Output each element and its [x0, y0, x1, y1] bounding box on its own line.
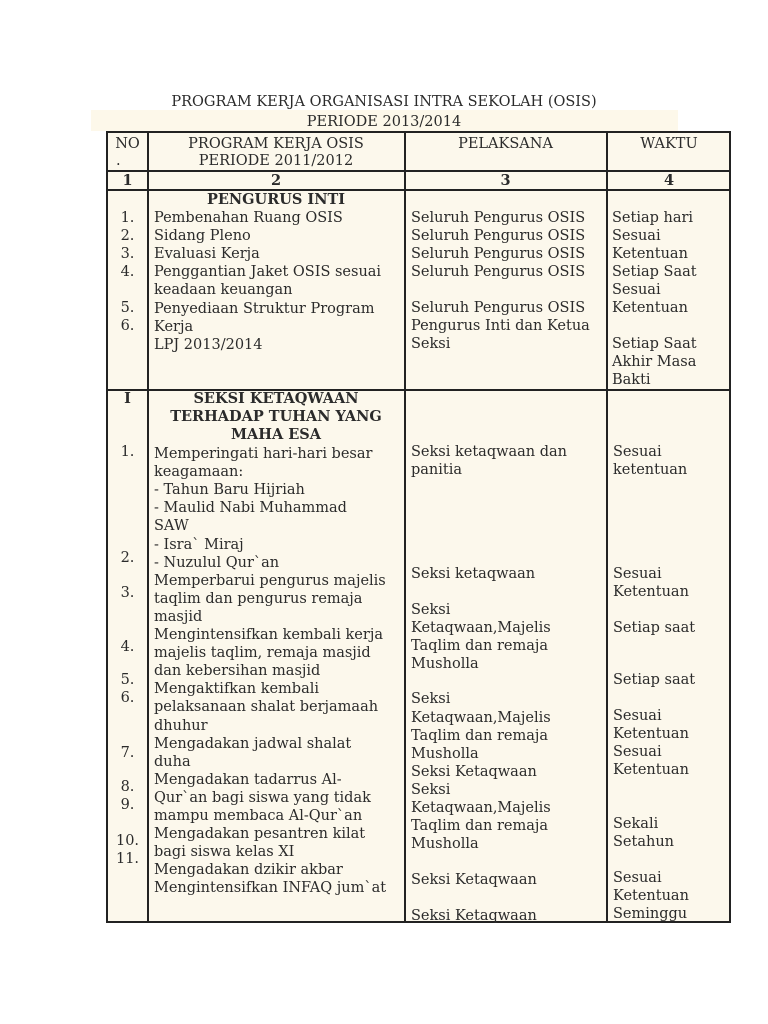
program-line: Sidang Pleno: [154, 228, 251, 245]
program-line: dan kebersihan masjid: [154, 663, 321, 680]
pelaksana-line: Seluruh Pengurus OSIS: [411, 264, 586, 280]
program-line: Penggantian Jaket OSIS sesuai: [154, 264, 382, 281]
row-number: 8.: [120, 779, 135, 795]
waktu-line: Setiap saat: [613, 620, 696, 636]
waktu-line: Sesuai: [613, 444, 662, 460]
row-number: 6.: [120, 318, 135, 334]
waktu-line: Ketentuan: [612, 246, 688, 262]
row-number: 6.: [120, 690, 135, 706]
pelaksana-line: Seksi Ketaqwaan: [411, 764, 537, 780]
pelaksana-line: Seksi: [411, 336, 451, 352]
program-line: duha: [154, 753, 191, 770]
pelaksana-line: Seksi Ketaqwaan: [411, 872, 537, 888]
program-line: Mengadakan tadarrus Al-: [154, 771, 342, 788]
row-number: 11.: [115, 851, 140, 867]
colnum: 4: [663, 172, 675, 189]
pelaksana-line: Taqlim dan remaja: [411, 728, 549, 744]
pelaksana-line: Seksi: [411, 602, 451, 618]
waktu-line: Sekali: [613, 816, 659, 832]
header-no-dot: .: [116, 153, 121, 169]
program-line: Penyediaan Struktur Program: [154, 300, 375, 317]
waktu-line: Seminggu: [613, 906, 688, 922]
row-number: 4.: [120, 264, 135, 280]
pelaksana-line: Musholla: [411, 746, 479, 762]
pelaksana-line: Seluruh Pengurus OSIS: [411, 300, 586, 316]
row-number: 5.: [120, 672, 135, 688]
waktu-line: Setiap saat: [613, 672, 696, 688]
header-program-period: PERIODE 2011/2012: [198, 153, 354, 169]
colnum: 1: [122, 172, 133, 189]
waktu-line: Ketentuan: [612, 300, 688, 316]
row-number: 3.: [120, 585, 135, 601]
waktu-line: Setiap hari: [612, 210, 694, 226]
header-no: NO: [115, 136, 140, 152]
program-line: keadaan keuangan: [154, 282, 293, 299]
col-divider: [606, 133, 608, 921]
program-line: Memperbarui pengurus majelis: [154, 572, 386, 589]
pelaksana-line: Seksi: [411, 691, 451, 707]
pelaksana-line: Musholla: [411, 656, 479, 672]
waktu-line: Sesuai: [613, 744, 662, 760]
program-line: keagamaan:: [154, 464, 244, 481]
header-program: PROGRAM KERJA OSIS: [188, 136, 364, 152]
row-number: 2.: [120, 550, 135, 566]
colnum: 2: [270, 172, 282, 189]
row-number: 1.: [120, 444, 135, 460]
row-number: 3.: [120, 246, 135, 262]
header-pelaksana: PELAKSANA: [458, 136, 553, 152]
waktu-line: Akhir Masa: [612, 354, 697, 370]
waktu-line: Bakti: [612, 372, 651, 388]
pelaksana-line: Seluruh Pengurus OSIS: [411, 246, 586, 262]
waktu-line: Setahun: [613, 834, 675, 850]
waktu-line: Setiap Saat: [612, 264, 697, 280]
row-number: 4.: [120, 639, 135, 655]
program-line: Memperingati hari-hari besar: [154, 446, 373, 462]
section-roman: I: [124, 390, 131, 407]
row-number: 10.: [115, 833, 140, 849]
waktu-line: ketentuan: [613, 462, 688, 478]
document-title: PROGRAM KERJA ORGANISASI INTRA SEKOLAH (OSIS): [171, 94, 597, 110]
program-line: - Tahun Baru Hijriah: [154, 482, 305, 499]
program-line: Mengadakan dzikir akbar: [154, 862, 343, 879]
program-line: - Isra` Miraj: [154, 536, 244, 553]
program-line: - Maulid Nabi Muhammad: [154, 500, 347, 517]
row-number: 9.: [120, 797, 135, 813]
waktu-line: Ketentuan: [613, 888, 689, 904]
waktu-line: Sesuai: [612, 228, 661, 244]
program-line: Mengintensifkan INFAQ jum`at: [154, 880, 387, 897]
colnum: 3: [500, 172, 511, 189]
pelaksana-line: Ketaqwaan,Majelis: [411, 710, 551, 726]
program-line: Qur`an bagi siswa yang tidak: [154, 789, 371, 806]
program-line: mampu membaca Al-Qur`an: [154, 808, 363, 824]
section-heading: SEKSI KETAQWAAN: [193, 390, 359, 407]
program-line: Mengadakan pesantren kilat: [154, 826, 366, 843]
pelaksana-line: Seksi: [411, 782, 451, 798]
pelaksana-line: Musholla: [411, 836, 479, 852]
program-line: Mengadakan jadwal shalat: [154, 735, 352, 752]
program-line: taqlim dan pengurus remaja: [154, 590, 363, 607]
pelaksana-line: Taqlim dan remaja: [411, 638, 549, 654]
program-line: dhuhur: [154, 717, 208, 734]
row-number: 2.: [120, 228, 135, 244]
program-line: Evaluasi Kerja: [154, 246, 260, 263]
row-number: 7.: [120, 745, 135, 761]
program-line: masjid: [154, 608, 203, 625]
waktu-line: Ketentuan: [613, 762, 689, 778]
program-table: [106, 131, 731, 923]
pelaksana-line: Seksi ketaqwaan: [411, 566, 536, 582]
program-line: Mengintensifkan kembali kerja: [154, 627, 383, 643]
program-line: LPJ 2013/2014: [154, 336, 263, 353]
col-divider: [147, 133, 149, 921]
program-line: Pembenahan Ruang OSIS: [154, 210, 343, 226]
pelaksana-line: Seluruh Pengurus OSIS: [411, 210, 586, 226]
pelaksana-line: Taqlim dan remaja: [411, 818, 549, 834]
pelaksana-line: Ketaqwaan,Majelis: [411, 620, 551, 636]
row-number: 1.: [120, 210, 135, 226]
header-waktu: WAKTU: [640, 136, 698, 152]
pelaksana-line: Seluruh Pengurus OSIS: [411, 228, 586, 244]
pelaksana-line: Seksi Ketaqwaan: [411, 908, 537, 924]
program-line: pelaksanaan shalat berjamaah: [154, 699, 379, 716]
row-number: 5.: [120, 300, 135, 316]
program-line: bagi siswa kelas XI: [154, 844, 295, 861]
pelaksana-line: Ketaqwaan,Majelis: [411, 800, 551, 816]
waktu-line: Sesuai: [613, 870, 662, 886]
waktu-line: Sesuai: [612, 282, 661, 298]
section-heading: MAHA ESA: [230, 426, 322, 444]
program-line: Mengaktifkan kembali: [154, 681, 320, 698]
waktu-line: Setiap Saat: [612, 336, 697, 352]
waktu-line: Ketentuan: [613, 726, 689, 742]
pelaksana-line: Pengurus Inti dan Ketua: [411, 318, 590, 334]
program-line: SAW: [154, 518, 189, 535]
program-line: majelis taqlim, remaja masjid: [154, 645, 371, 662]
col-divider: [404, 133, 406, 921]
section-heading: PENGURUS INTI: [206, 191, 346, 208]
waktu-line: Sesuai: [613, 566, 662, 582]
program-line: - Nuzulul Qur`an: [154, 554, 280, 571]
waktu-line: Sesuai: [613, 708, 662, 724]
pelaksana-line: panitia: [411, 462, 463, 478]
pelaksana-line: Seksi ketaqwaan dan: [411, 444, 568, 460]
waktu-line: Ketentuan: [613, 584, 689, 600]
program-line: Kerja: [154, 318, 194, 335]
section-heading: TERHADAP TUHAN YANG: [170, 408, 382, 426]
document-subtitle: PERIODE 2013/2014: [306, 114, 462, 130]
